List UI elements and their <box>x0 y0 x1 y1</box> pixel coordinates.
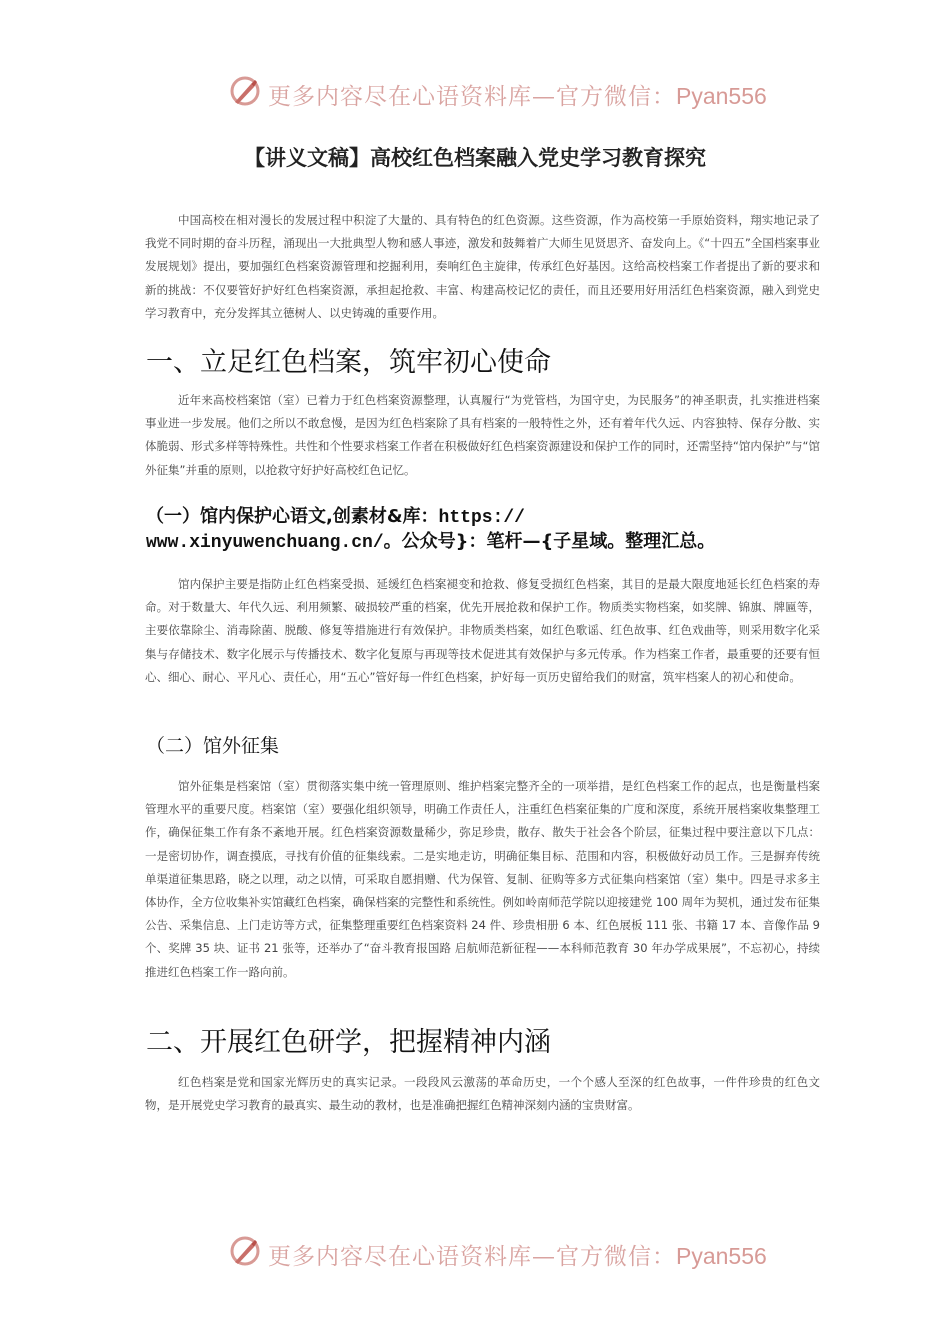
section1-heading: 一、立足红色档案，筑牢初心使命 <box>146 347 551 378</box>
footer-watermark-banner <box>0 1232 950 1272</box>
document-title: 【讲义文稿】高校红色档案融入党史学习教育探究 <box>244 146 706 170</box>
banner-handle: Pyan556 <box>676 83 767 109</box>
pen-logo-icon <box>229 75 261 107</box>
subsection1-paragraph: 馆内保护主要是指防止红色档案受损、延缓红色档案褪变和抢救、修复受损红色档案，其目的是最大限度地延长红色档案的寿命。对于数量大、年代久远、利用频繁、破损较严重的档案，优先开展抢救和保护工作。物质类实物档案，如奖牌、锦旗、牌匾等，主要依靠除尘、消毒除菌、脱酸、修复等措施进行有效保护。非物质类档案，如红色歌谣、红色故事、红色戏曲等，则采用数字化采集与存储技术、数字化展示与传播技术、数字化复原与再现等技术促进其有效保护与多元传承。作为档案工作者，最重要的还要有恒心、细心、耐心、平凡心、责任心，用“五心”管好每一件红色档案，护好每一页历史留给我们的财富，筑牢档案人的初心和使命。 <box>145 577 820 684</box>
banner-text: 更多内容尽在心语资料库—官方微信：Pyan556 <box>268 1243 767 1270</box>
banner-handle: Pyan556 <box>676 1243 767 1269</box>
subsection2-paragraph: 馆外征集是档案馆（室）贯彻落实集中统一管理原则、维护档案完整齐全的一项举措，是红色档案工作的起点，也是衡量档案管理水平的重要尺度。档案馆（室）要强化组织领导，明确工作责任人，注重红色档案征集的广度和深度，系统开展档案收集整理工作，确保征集工作有条不紊地开展。红色档案资源数量稀少，弥足珍贵，散存、散失于社会各个阶层，征集过程中要注意以下几点：一是密切协作，调查摸底，寻找有价值的征集线索。二是实地走访，明确征集目标、范围和内容，积极做好动员工作。三是摒弃传统单渠道征集思路，晓之以理，动之以情，可采取自愿捐赠、代为保管、复制、征购等多方式征集向档案馆（室）集中。四是寻求多主体协作，全方位收集补实馆藏红色档案，确保档案的完整性和系统性。例如岭南师范学院以迎接建党 100 周年为契机，通过发布征集公告、采集信息、上门走访等方式，征集整理重要红色档案资料 24 件、珍贵相册 6 本、红色展板 111 张、书籍 17 本、音像作品 9 个、奖牌 35 块、证书 21 张等，还举办了“奋斗教育报国路 启航师范新征程——本科师范教育 30 年办学成果展”，不忘初心，持续推进红色档案工作一路向前。 <box>145 779 820 979</box>
header-watermark-banner <box>0 72 950 112</box>
pen-logo-icon <box>229 1235 261 1267</box>
subsection2-heading: （二）馆外征集 <box>146 735 280 757</box>
section2-paragraph: 红色档案是党和国家光辉历史的真实记录。一段段风云激荡的革命历史，一个个感人至深的红色故事，一件件珍贵的红色文物，是开展党史学习教育的最真实、最生动的教材，也是准确把握红色精神深刻内涵的宝贵财富。 <box>145 1075 820 1113</box>
intro-paragraph: 中国高校在相对漫长的发展过程中积淀了大量的、具有特色的红色资源。这些资源，作为高校第一手原始资料，翔实地记录了我党不同时期的奋斗历程，涌现出一大批典型人物和感人事迹，激发和鼓舞着广大师生见贤思齐、奋发向上。《“十四五”全国档案事业发展规划》提出，要加强红色档案资源管理和挖掘利用，奏响红色主旋律，传承红色好基因。这给高校档案工作者提出了新的要求和新的挑战：不仅要管好护好红色档案资源，承担起抢救、丰富、构建高校记忆的责任，而且还要用好用活红色档案资源，融入到党史学习教育中，充分发挥其立德树人、以史铸魂的重要作用。 <box>145 213 820 320</box>
section2-heading: 二、开展红色研学，把握精神内涵 <box>146 1027 551 1058</box>
banner-text: 更多内容尽在心语资料库—官方微信：Pyan556 <box>268 83 767 110</box>
section1-paragraph: 近年来高校档案馆（室）已着力于红色档案资源整理，认真履行“为党管档，为国守史，为民服务”的神圣职责，扎实推进档案事业进一步发展。他们之所以不敢怠慢，是因为红色档案除了具有档案的一般特性之外，还有着年代久远、内容独特、保存分散、实体脆弱、形式多样等特殊性。共性和个性要求档案工作者在积极做好红色档案资源建设和保护工作的同时，还需坚持“馆内保护”与“馆外征集”并重的原则，以抢救守好护好高校红色记忆。 <box>145 393 820 477</box>
subsection1-heading: （一）馆内保护心语文,创素材&库：https:// www.xinyuwenchuang.cn/。公众号}：笔杆—{子星域。整理汇总。 <box>146 506 716 553</box>
